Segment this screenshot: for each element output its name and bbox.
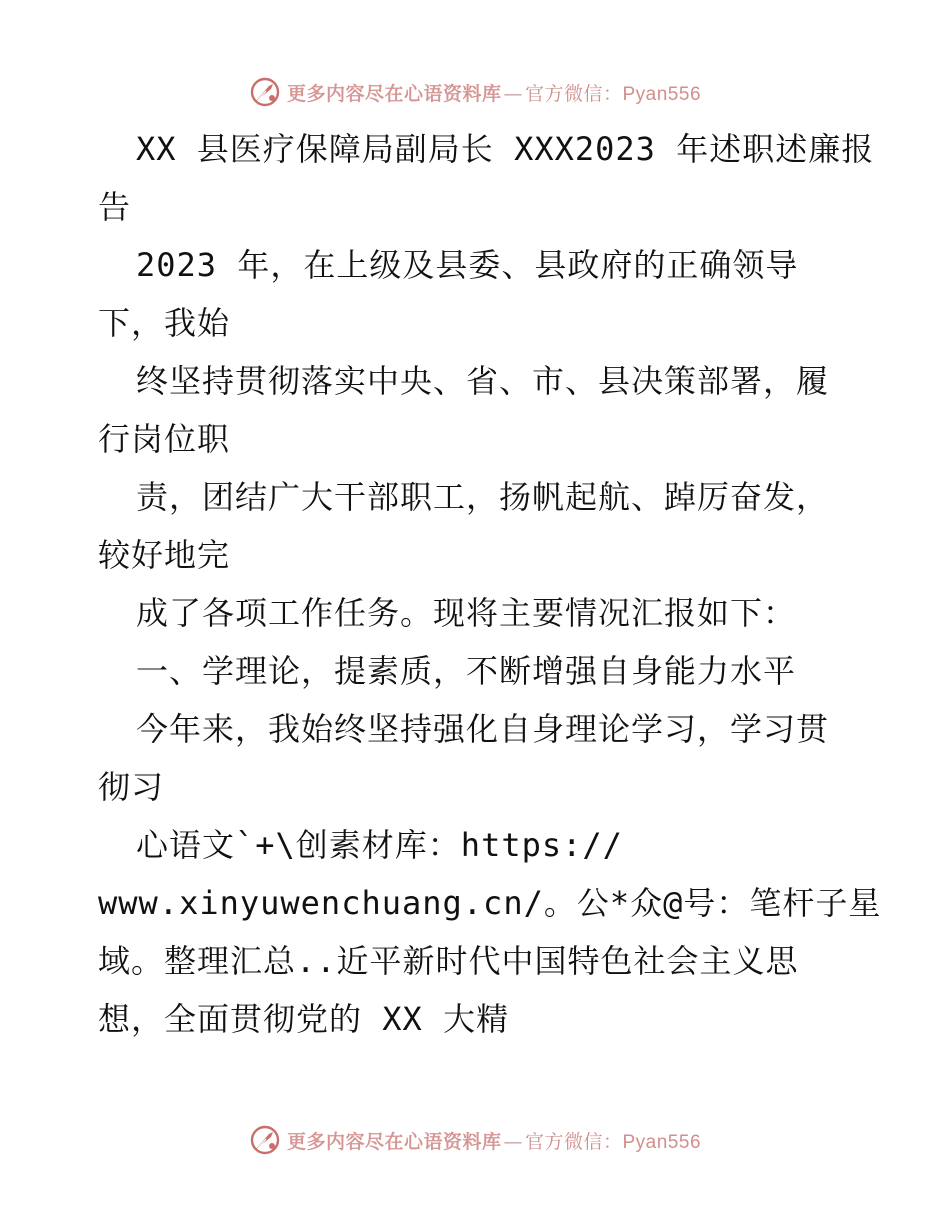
footer-banner: [0, 1120, 950, 1160]
header-banner: [0, 72, 950, 112]
footer-banner-text: [287, 1127, 701, 1154]
body-line: 2023 年，在上级及县委、县政府的正确领导: [136, 246, 799, 284]
footer-contact-label: 官方微信：: [524, 1130, 623, 1153]
header-separator: —: [503, 82, 523, 105]
body-line: 行岗位职: [98, 420, 231, 458]
quill-pen-logo-icon: [249, 1124, 281, 1156]
footer-handle: Pyan556: [622, 1131, 702, 1153]
header-banner-text: [287, 79, 701, 106]
body-line: 下，我始: [98, 304, 231, 342]
body-line: www.xinyuwenchuang.cn/。公*众@号：笔杆子星: [98, 884, 882, 922]
header-handle: Pyan556: [622, 83, 702, 105]
section-heading: 一、学理论，提素质，不断增强自身能力水平: [136, 652, 797, 690]
footer-banner-inner: [249, 1124, 701, 1156]
document-title-line-1: XX 县医疗保障局副局长 XXX2023 年述职述廉报: [136, 130, 875, 168]
quill-pen-logo-icon: [249, 76, 281, 108]
body-line: 彻习: [98, 768, 165, 806]
body-line: 今年来，我始终坚持强化自身理论学习，学习贯: [136, 710, 830, 748]
header-banner-inner: [249, 76, 701, 108]
body-line: 域。整理汇总..近平新时代中国特色社会主义思: [98, 942, 799, 980]
document-title-line-2: 告: [98, 188, 132, 226]
header-brand-text: 更多内容尽在心语资料库: [286, 82, 502, 105]
footer-separator: —: [503, 1130, 523, 1153]
body-line: 较好地完: [98, 536, 231, 574]
header-contact-label: 官方微信：: [524, 82, 623, 105]
body-line: 想，全面贯彻党的 XX 大精: [98, 1000, 510, 1038]
body-line: 责，团结广大干部职工，扬帆起航、踔厉奋发，: [136, 478, 830, 516]
footer-brand-text: 更多内容尽在心语资料库: [286, 1130, 502, 1153]
body-line: 心语文`+\创素材库：https://: [136, 826, 623, 864]
document-body: [98, 120, 882, 1048]
body-line: 成了各项工作任务。现将主要情况汇报如下：: [136, 594, 797, 632]
body-line: 终坚持贯彻落实中央、省、市、县决策部署，履: [136, 362, 830, 400]
